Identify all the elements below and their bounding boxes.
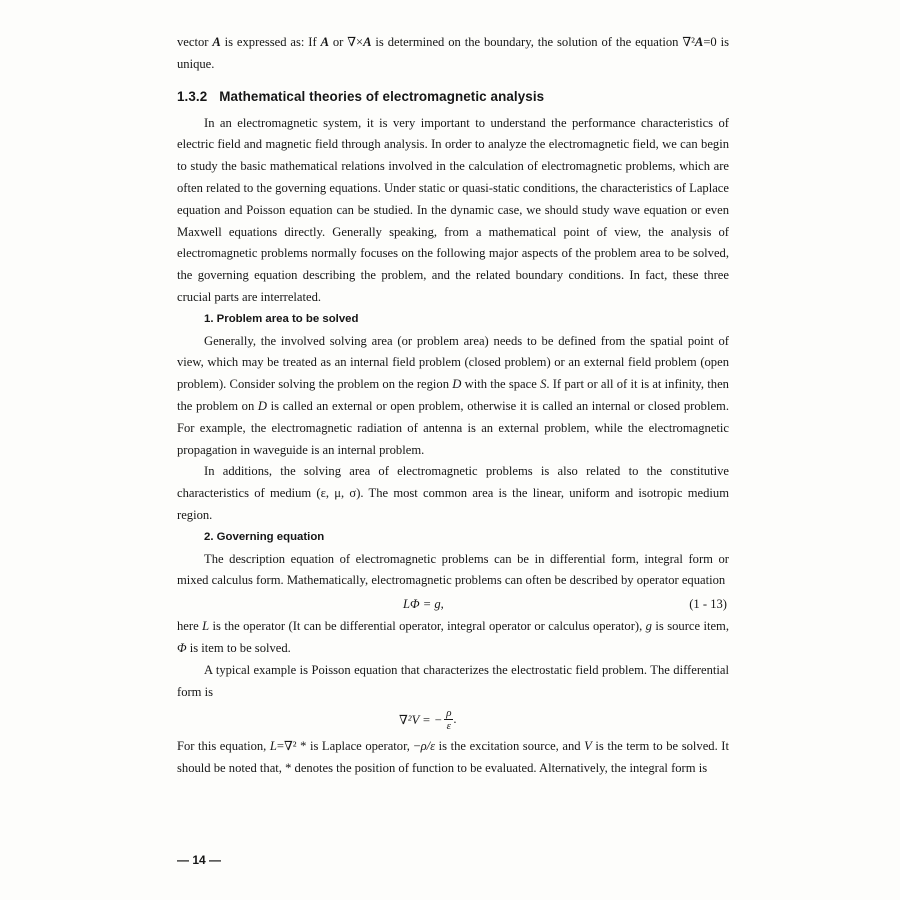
subheading-problem-area: 1. Problem area to be solved <box>204 312 359 325</box>
symbol-d: D <box>452 377 462 392</box>
equation-number: (1 - 13) <box>689 597 727 612</box>
vector-symbol: A <box>212 35 221 49</box>
paragraph-governing-equation: The description equation of electromagnetic problems can be in differential form, integral form or mixed calculus form. Mathematically, electromagnetic problems can often be described by operator equation <box>177 551 729 588</box>
section-heading <box>177 89 729 104</box>
intro-text: is determined on the boundary, the solution of the equation ∇² <box>371 35 695 49</box>
equation-poisson <box>177 703 729 736</box>
subheading-governing-equation: 2. Governing equation <box>204 530 325 543</box>
page-number: — 14 — <box>177 853 222 867</box>
text-span: here <box>177 619 203 634</box>
vector-symbol: A <box>694 35 704 49</box>
symbol-g: g <box>645 619 652 634</box>
equation-operator <box>177 592 729 616</box>
paragraph-poisson: A typical example is Poisson equation that characterizes the electrostatic field problem. The differential form is <box>177 662 729 699</box>
text-span: Generally, the involved solving area (or problem area) needs to be defined from the spatial point of view, which may be treated as an internal field problem (closed problem) or an external field problem (open problem). Consider solving the problem on the region <box>177 333 729 392</box>
paragraph-overview: In an electromagnetic system, it is very important to understand the performance characteristics of electric field and magnetic field through analysis. In order to analyze the electromagnetic field, we can begin to study the basic mathematical relations involved in the calculation of electromagnetic problems, which are often related to the governing equations. Under static or quasi-static conditions, the characteristics of Laplace equation and Poisson equation can be studied. In the dynamic case, we should study wave equation or even Maxwell equations directly. Generally speaking, from a mathematical point of view, the analysis of electromagnetic problems normally focuses on the following major aspects of the problem area to be solved, the governing equation describing the problem, and the related boundary conditions. In fact, these three crucial parts are interrelated. <box>177 115 729 304</box>
text-span: For this equation, <box>177 739 270 754</box>
symbol-v: V <box>584 739 592 754</box>
paragraph-operator-definition <box>177 616 729 660</box>
intro-text: vector <box>177 35 213 49</box>
page-content <box>177 32 729 780</box>
vector-symbol: A <box>320 35 329 49</box>
equation-body: LΦ = g, <box>403 597 444 612</box>
symbol-d: D <box>257 398 268 413</box>
paragraph-problem-area <box>177 331 729 462</box>
intro-paragraph <box>177 32 729 76</box>
text-span: is the term to be solved. It should be noted that, * denotes the position of function to be evaluated. Alternatively, the integral form is <box>177 739 729 776</box>
text-span: is the excitation source, and <box>435 739 585 754</box>
fraction-denominator: ε <box>446 720 451 733</box>
section-number: 1.3.2 <box>177 88 208 104</box>
intro-text: is expressed as: If <box>220 35 321 49</box>
intro-text: or ∇× <box>328 35 364 49</box>
fraction-numerator: ρ <box>446 707 452 720</box>
equation-body <box>399 707 456 732</box>
symbol-s: S <box>540 377 547 392</box>
symbol-l: L <box>269 739 277 754</box>
vector-symbol: A <box>363 35 372 49</box>
text-span: is the operator (It can be differential operator, integral operator or calculus operator), <box>209 619 646 634</box>
paragraph-medium: In additions, the solving area of electromagnetic problems is also related to the constitutive characteristics of medium (ε, μ, σ). The most common area is the linear, uniform and isotropic medium region. <box>177 464 729 522</box>
symbol-phi: Φ <box>177 640 187 655</box>
section-title: Mathematical theories of electromagnetic analysis <box>219 88 545 104</box>
equation-end: . <box>453 712 457 727</box>
intro-text: =0 is unique. <box>177 35 729 71</box>
symbol-rho-eps: ρ/ε <box>420 739 436 754</box>
equation-lhs: ∇²V = − <box>399 712 443 727</box>
text-span: is item to be solved. <box>186 640 291 655</box>
symbol-l: L <box>202 619 210 634</box>
text-span: with the space <box>461 377 541 392</box>
text-span: is source item, <box>651 619 730 634</box>
text-span: is called an external or open problem, otherwise it is called an internal or closed problem. For example, the electromagnetic radiation of antenna is an external problem, while the electromagnetic propagation in waveguide is an internal problem. <box>177 398 729 457</box>
text-span: . If part or all of it is at infinity, then the problem on <box>177 377 729 413</box>
text-span: =∇² * is Laplace operator, − <box>276 739 421 754</box>
paragraph-laplace-operator <box>177 736 729 780</box>
fraction <box>444 707 453 732</box>
